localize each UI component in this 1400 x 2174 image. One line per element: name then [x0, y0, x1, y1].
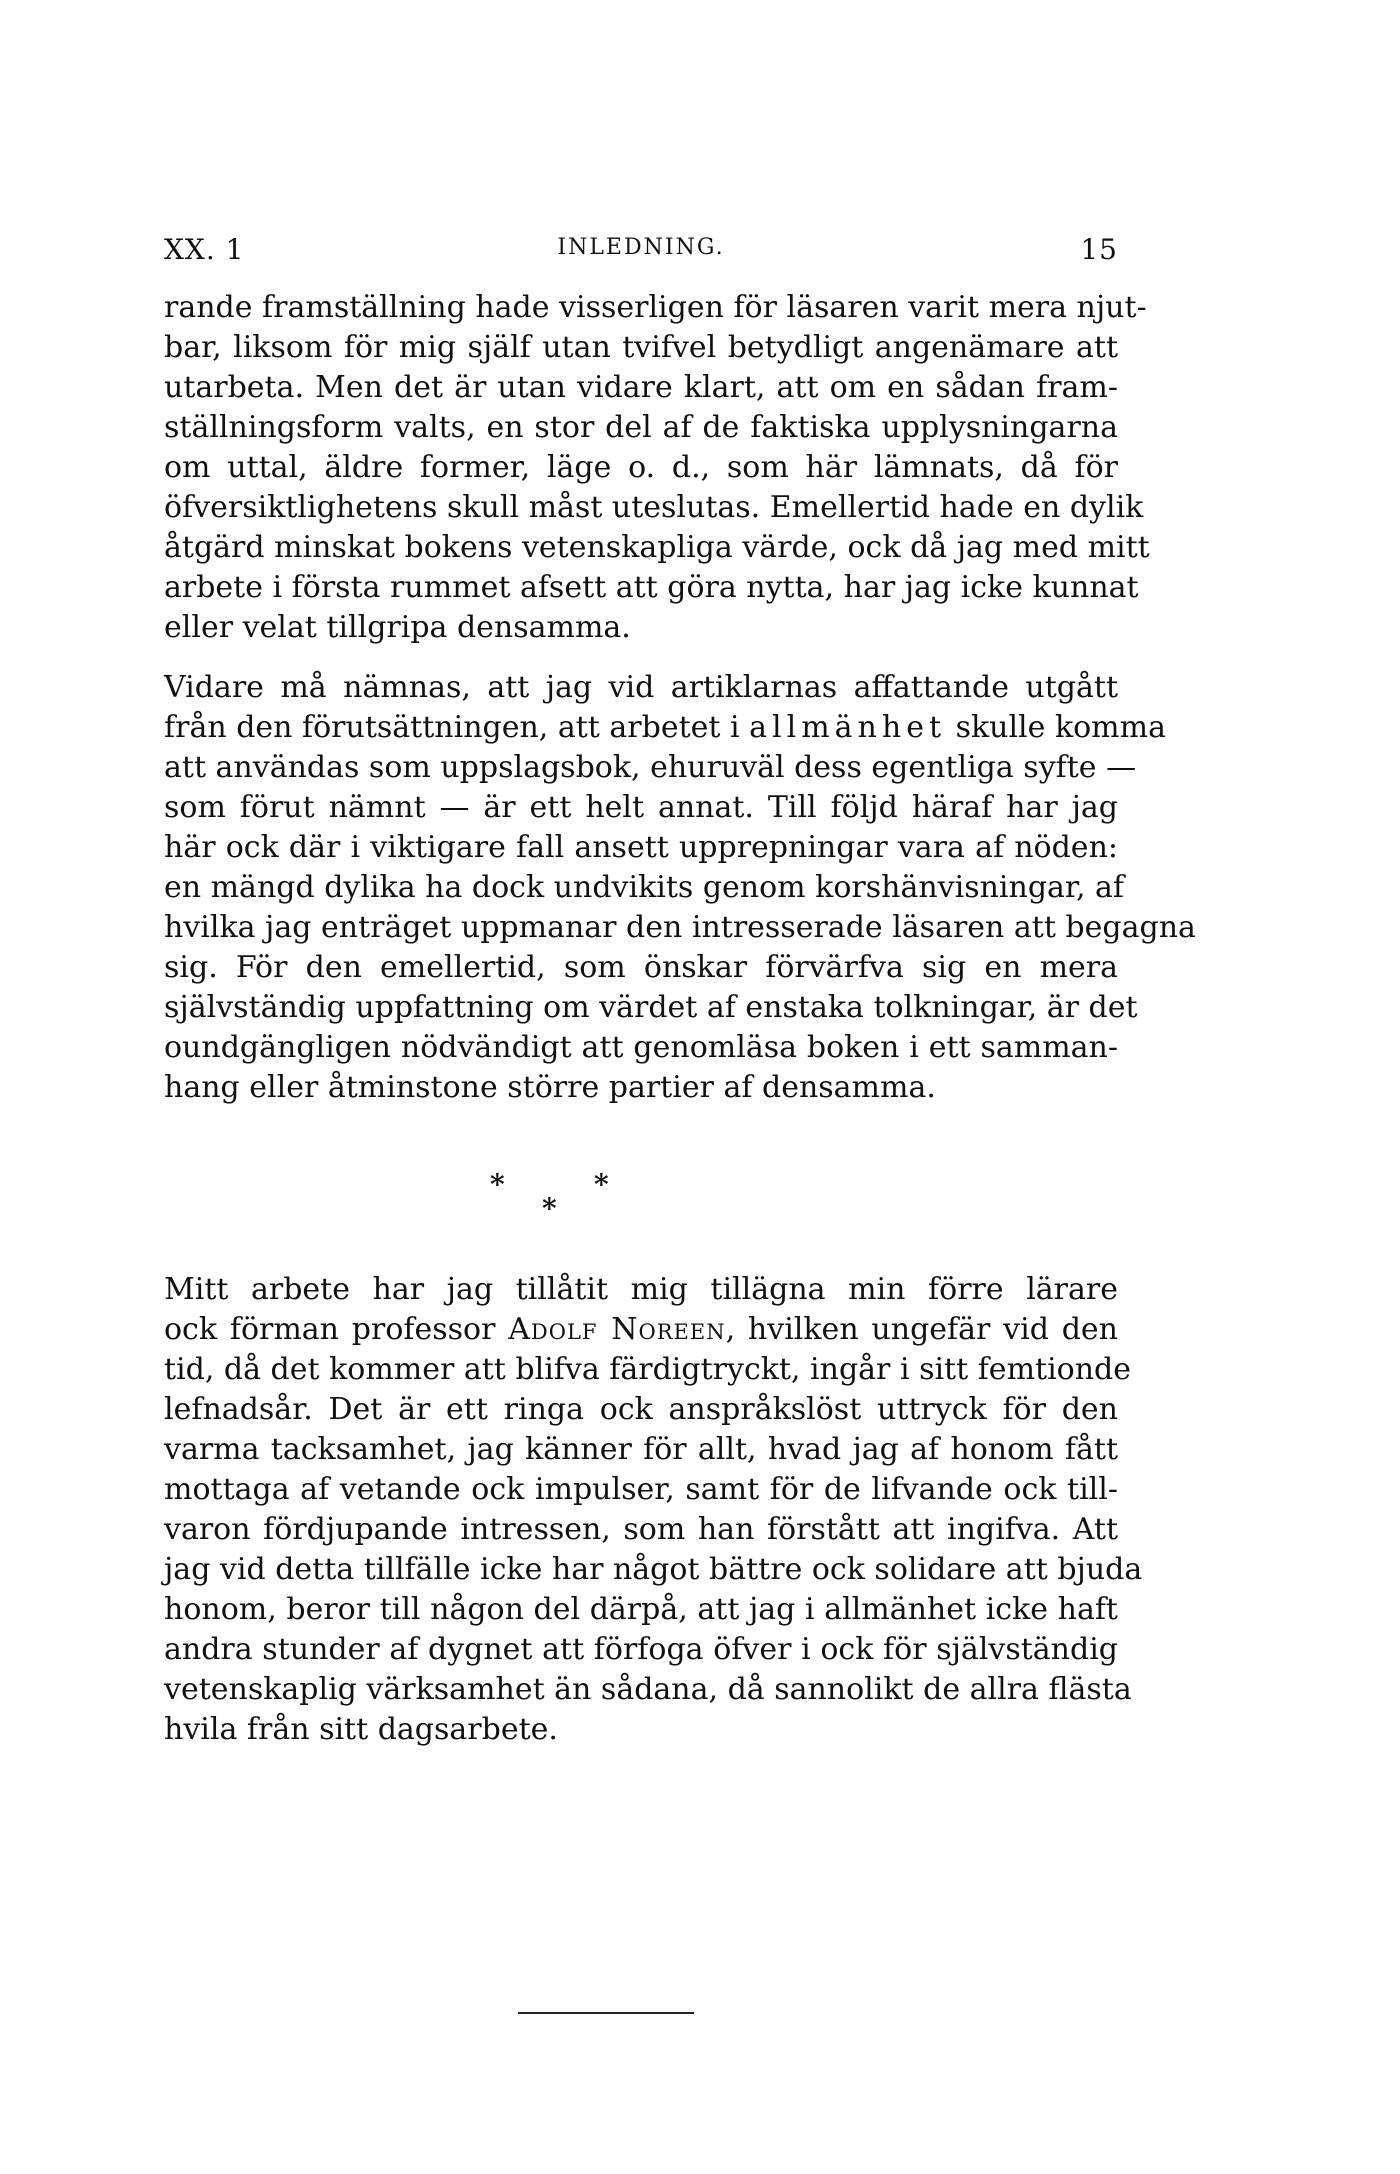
text-line: här ock där i viktigare fall ansett upprepningar vara af nöden: [164, 830, 1118, 865]
text-line-content: från den förutsättningen, att arbetet i [164, 710, 740, 745]
text-line-content: , hvilken ungefär vid den [725, 1312, 1118, 1347]
asterisk-mark: * [542, 1192, 557, 1225]
closing-rule [518, 2012, 694, 2014]
paragraph-2 [164, 668, 1196, 1108]
chapter-number: XX. 1 [164, 233, 245, 266]
paragraph-3 [164, 1270, 1143, 1750]
text-line [164, 1310, 1118, 1350]
person-name: Adolf Noreen [508, 1312, 726, 1347]
text-line: rande framställning hade visserligen för läsaren varit mera njut- [164, 290, 1147, 325]
text-line: självständig uppfattning om värdet af enstaka tolkningar, är det [164, 990, 1138, 1025]
text-line-content: Vidare må nämnas, att jag vid artiklarnas affattande utgått [164, 670, 1118, 705]
text-line [164, 668, 1118, 708]
text-line: sig. För den emellertid, som önskar förvärfva sig en mera [164, 950, 1118, 985]
running-title: INLEDNING. [557, 235, 725, 260]
text-line: eller velat tillgripa densamma. [164, 610, 631, 645]
text-line: jag vid detta tillfälle icke har något bättre ock solidare att bjuda [164, 1552, 1143, 1587]
text-line [164, 708, 1166, 748]
asterisk-mark: * [594, 1168, 609, 1201]
text-line: bar, liksom för mig själf utan tvifvel betydligt angenämare att [164, 330, 1118, 365]
text-line: arbete i första rummet afsett att göra nytta, har jag icke kunnat [164, 570, 1139, 605]
section-break-asterism [490, 1168, 730, 1228]
text-line: utarbeta. Men det är utan vidare klart, att om en sådan fram- [164, 370, 1118, 405]
text-line: hang eller åtminstone större partier af densamma. [164, 1070, 936, 1105]
text-line: vetenskaplig värksamhet än sådana, då sannolikt de allra flästa [164, 1672, 1132, 1707]
text-line: mottaga af vetande ock impulser, samt för de lifvande ock till- [164, 1472, 1118, 1507]
text-line: som förut nämnt — är ett helt annat. Till följd häraf har jag [164, 790, 1118, 825]
text-line: hvila från sitt dagsarbete. [164, 1712, 558, 1747]
text-line: ställningsform valts, en stor del af de faktiska upplysningarna [164, 410, 1118, 445]
text-line-content: ock förman professor [164, 1312, 496, 1347]
emphasis-spaced: allmänhet [749, 710, 947, 745]
text-line: att användas som uppslagsbok, ehuruväl dess egentliga syfte — [164, 750, 1137, 785]
text-line: andra stunder af dygnet att förfoga öfver i ock för självständig [164, 1632, 1118, 1667]
text-line-content: skulle komma [955, 710, 1166, 745]
text-line: hvilka jag enträget uppmanar den intresserade läsaren att begagna [164, 910, 1196, 945]
paragraph-1 [164, 288, 1150, 648]
text-line: lefnadsår. Det är ett ringa ock anspråkslöst uttryck för den [164, 1392, 1118, 1427]
text-line: honom, beror till någon del därpå, att jag i allmänhet icke haft [164, 1592, 1118, 1627]
text-line: tid, då det kommer att blifva färdigtryckt, ingår i sitt femtionde [164, 1352, 1132, 1387]
text-line: åtgärd minskat bokens vetenskapliga värde, ock då jag med mitt [164, 530, 1150, 565]
text-line: varon fördjupande intressen, som han förstått att ingifva. Att [164, 1512, 1118, 1547]
page-number: 15 [1080, 233, 1118, 266]
asterisk-mark: * [490, 1168, 505, 1201]
text-line: Mitt arbete har jag tillåtit mig tillägna min förre lärare [164, 1272, 1118, 1307]
text-line: en mängd dylika ha dock undvikits genom korshänvisningar, af [164, 870, 1125, 905]
text-line: om uttal, äldre former, läge o. d., som här lämnats, då för [164, 450, 1118, 485]
text-line: oundgängligen nödvändigt att genomläsa boken i ett samman- [164, 1030, 1118, 1065]
text-line: varma tacksamhet, jag känner för allt, hvad jag af honom fått [164, 1432, 1118, 1467]
running-header [164, 233, 1118, 273]
text-line: öfversiktlighetens skull måst uteslutas. Emellertid hade en dylik [164, 490, 1144, 525]
